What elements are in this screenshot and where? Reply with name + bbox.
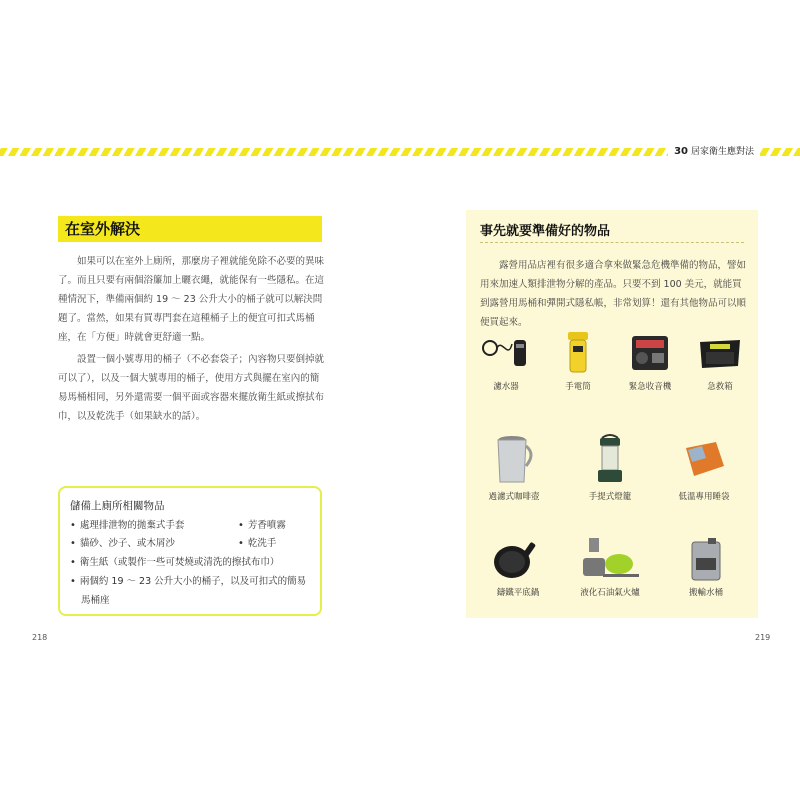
propane-stove-icon [575,536,645,582]
item-percolator [474,432,554,502]
chapter-number: 30 [674,146,688,157]
item-label: 液化石油氣火爐 [580,588,640,598]
supplies-panel [466,210,758,618]
section-title: 在室外解決 [58,216,322,242]
supplies-box [58,486,322,616]
emergency-radio-icon [622,330,678,376]
supplies-box-title: 儲備上廁所相關物品 [70,500,165,512]
water-jug-icon [678,536,734,582]
item-label: 鑄鐵平底鍋 [496,588,540,598]
bullet: • [70,557,76,568]
item-label: 搬輸水桶 [688,588,723,598]
bullet: • [238,538,244,549]
body-paragraph-2: 設置一個小號專用的桶子（不必套袋子；內容物只要倒掉就可以了），以及一個大號專用的桶子，使用方式與擺在室內的簡易馬桶相同，另外還需要一個平面或容器來擺放衛生紙或擦拭布巾，以及乾洗手（如果缺水的話）。 [58,354,325,422]
list-item-continuation: 馬桶座 [81,595,110,606]
panel-text: 露營用品店裡有很多適合拿來做緊急危機準備的物品，譬如用來加速人類排泄物分解的產品。只要不到 100 美元，就能買到露營用馬桶和彈開式隱私帳，非常划算！還有其他物品可以順便買起來。 [480,260,747,328]
chapter-title: 居家衛生應對法 [690,147,754,157]
item-label: 過濾式咖啡壺 [488,492,540,502]
item-label: 急救箱 [707,382,733,392]
item-sleeping-bag [664,432,744,502]
item-label: 緊急收音機 [628,382,672,392]
chapter-header [668,145,760,159]
cast-iron-skillet-icon [490,536,546,582]
panel-title: 事先就要準備好的物品 [480,224,611,239]
first-aid-kit-icon [692,330,748,376]
item-label: 低溫專用睡袋 [678,492,730,502]
page-number-left: 218 [32,633,48,642]
item-first-aid-kit [680,330,760,392]
list-item: • 貓砂、沙子、或木屑沙 [70,538,175,549]
list-item: • 衛生紙（或製作一些可焚燒或清洗的擦拭布巾） [70,557,280,568]
item-emergency-radio [610,330,690,392]
flashlight-icon [550,330,606,376]
percolator-icon [486,432,542,486]
bullet: • [70,538,76,549]
item-lantern [570,432,650,502]
item-propane-stove [570,536,650,598]
item-label: 手電筒 [565,382,591,392]
item-flashlight [538,330,618,392]
item-skillet [478,536,558,598]
water-filter-icon [478,330,534,376]
list-item: • 芳香噴霧 [238,520,286,531]
sleeping-bag-icon [676,432,732,486]
body-paragraph-1: 如果可以在室外上廁所，那麼房子裡就能免除不必要的異味了。而且只要有兩個浴簾加上曬衣繩，就能保有一些隱私。在這種情況下，準備兩個約 19 ～ 23 公升大小的桶子就可以解決問題了。當然，如果有買專門套在這種桶子上的便宜可扣式馬桶座，在「方便」時就會更舒適一點。 [58,256,325,343]
page-number-right: 219 [755,633,771,642]
list-item: • 處理排泄物的拋棄式手套 [70,520,185,531]
list-item: • 乾洗手 [238,538,277,549]
bullet: • [70,576,76,587]
item-label: 濾水器 [493,382,519,392]
divider [480,242,744,243]
item-water-jug [666,536,746,598]
bullet: • [70,520,76,531]
lantern-icon [582,432,638,486]
bullet: • [238,520,244,531]
list-item: • 兩個約 19 ～ 23 公升大小的桶子，以及可扣式的簡易 [70,576,307,587]
item-water-filter [466,330,546,392]
item-label: 手提式燈籠 [588,492,632,502]
